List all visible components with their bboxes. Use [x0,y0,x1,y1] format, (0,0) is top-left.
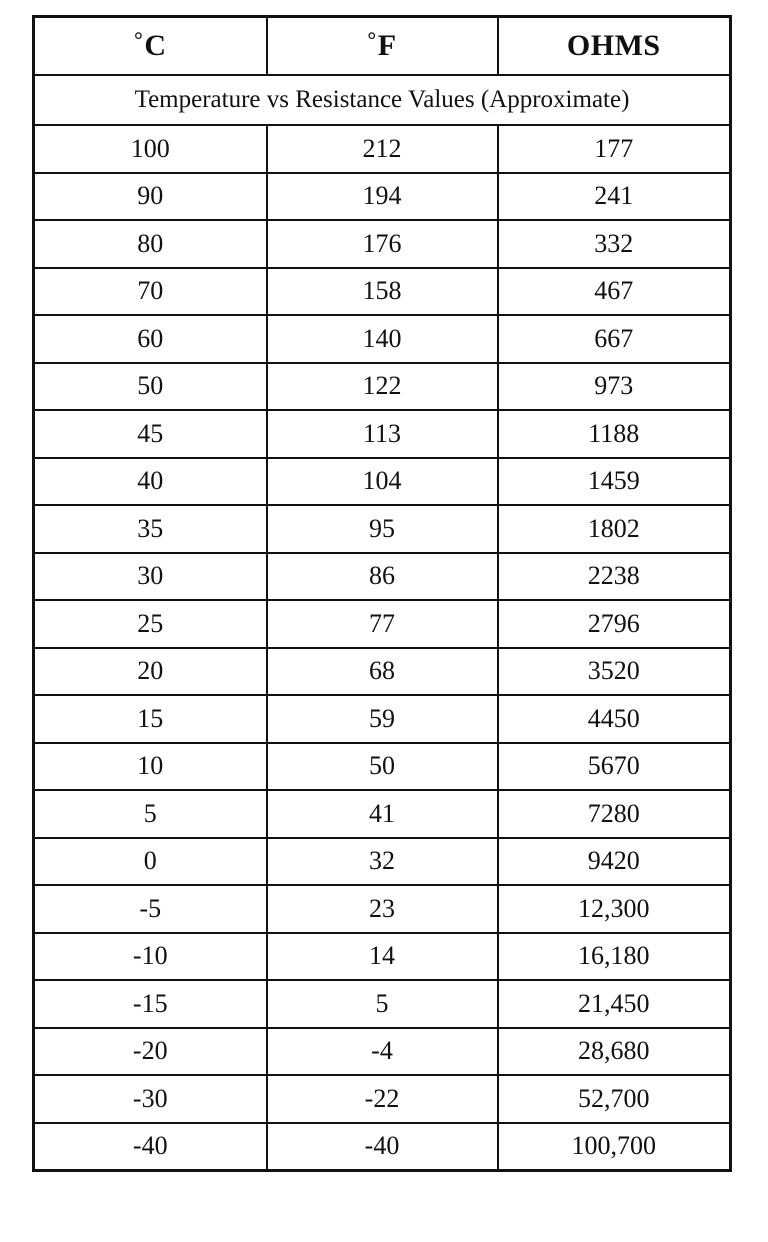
celsius-cell: -5 [34,885,267,933]
celsius-cell: 45 [34,410,267,458]
celsius-cell: 30 [34,553,267,601]
ohms-cell: 12,300 [498,885,731,933]
table-row [34,790,731,838]
celsius-cell: 20 [34,648,267,696]
celsius-cell: 15 [34,695,267,743]
fahrenheit-cell: 68 [267,648,498,696]
fahrenheit-cell: 50 [267,743,498,791]
fahrenheit-cell: 32 [267,838,498,886]
celsius-cell: 60 [34,315,267,363]
ohms-cell: 28,680 [498,1028,731,1076]
ohms-cell: 52,700 [498,1075,731,1123]
celsius-cell: -10 [34,933,267,981]
ohms-cell: 2796 [498,600,731,648]
table-row [34,363,731,411]
ohms-cell: 332 [498,220,731,268]
ohms-cell: 667 [498,315,731,363]
ohms-cell: 21,450 [498,980,731,1028]
fahrenheit-cell: 86 [267,553,498,601]
celsius-cell: 35 [34,505,267,553]
celsius-cell: 90 [34,173,267,221]
ohms-cell: 973 [498,363,731,411]
table-body [34,125,731,1171]
ohms-cell: 1802 [498,505,731,553]
ohms-cell: 2238 [498,553,731,601]
ohms-cell: 100,700 [498,1123,731,1171]
table-row [34,173,731,221]
fahrenheit-cell: 113 [267,410,498,458]
ohms-cell: 467 [498,268,731,316]
ohms-cell: 1459 [498,458,731,506]
ohms-cell: 1188 [498,410,731,458]
table-row [34,410,731,458]
ohms-cell: 7280 [498,790,731,838]
table-row [34,743,731,791]
fahrenheit-cell: 95 [267,505,498,553]
table-row [34,125,731,173]
fahrenheit-cell: 14 [267,933,498,981]
fahrenheit-cell: -22 [267,1075,498,1123]
ohms-cell: 177 [498,125,731,173]
celsius-cell: 40 [34,458,267,506]
celsius-cell: 5 [34,790,267,838]
ohms-cell: 4450 [498,695,731,743]
fahrenheit-cell: 59 [267,695,498,743]
celsius-cell: 0 [34,838,267,886]
table-row [34,600,731,648]
table-row [34,980,731,1028]
celsius-cell: -40 [34,1123,267,1171]
table-row [34,268,731,316]
table-row [34,933,731,981]
caption-row [34,75,731,125]
fahrenheit-cell: 77 [267,600,498,648]
table-row [34,458,731,506]
fahrenheit-cell: 176 [267,220,498,268]
fahrenheit-header [267,17,498,76]
celsius-header [34,17,267,76]
celsius-cell: 50 [34,363,267,411]
celsius-cell: -20 [34,1028,267,1076]
celsius-cell: 80 [34,220,267,268]
fahrenheit-cell: -4 [267,1028,498,1076]
table-row [34,648,731,696]
ohms-cell: 16,180 [498,933,731,981]
degree-symbol: ° [367,27,377,52]
fahrenheit-cell: 122 [267,363,498,411]
fahrenheit-cell: -40 [267,1123,498,1171]
fahrenheit-cell: 104 [267,458,498,506]
table-row [34,505,731,553]
fahrenheit-cell: 212 [267,125,498,173]
table-row [34,315,731,363]
ohms-cell: 5670 [498,743,731,791]
ohms-cell: 3520 [498,648,731,696]
fahrenheit-cell: 140 [267,315,498,363]
celsius-cell: 10 [34,743,267,791]
table-row [34,695,731,743]
fahrenheit-cell: 41 [267,790,498,838]
celsius-cell: 100 [34,125,267,173]
table-row [34,1123,731,1171]
table-row [34,885,731,933]
degree-symbol: ° [134,27,144,52]
table-caption: Temperature vs Resistance Values (Approximate) [34,75,731,125]
celsius-cell: -15 [34,980,267,1028]
table-row [34,1075,731,1123]
ohms-cell: 241 [498,173,731,221]
temperature-resistance-table [32,15,732,1172]
fahrenheit-cell: 158 [267,268,498,316]
table-row [34,838,731,886]
celsius-cell: 25 [34,600,267,648]
celsius-unit: C [144,29,167,62]
fahrenheit-cell: 194 [267,173,498,221]
fahrenheit-unit: F [377,29,397,62]
table-row [34,553,731,601]
table-row [34,220,731,268]
fahrenheit-cell: 5 [267,980,498,1028]
table-row [34,1028,731,1076]
ohms-cell: 9420 [498,838,731,886]
header-row [34,17,731,76]
ohms-header: OHMS [498,17,731,76]
celsius-cell: 70 [34,268,267,316]
celsius-cell: -30 [34,1075,267,1123]
fahrenheit-cell: 23 [267,885,498,933]
